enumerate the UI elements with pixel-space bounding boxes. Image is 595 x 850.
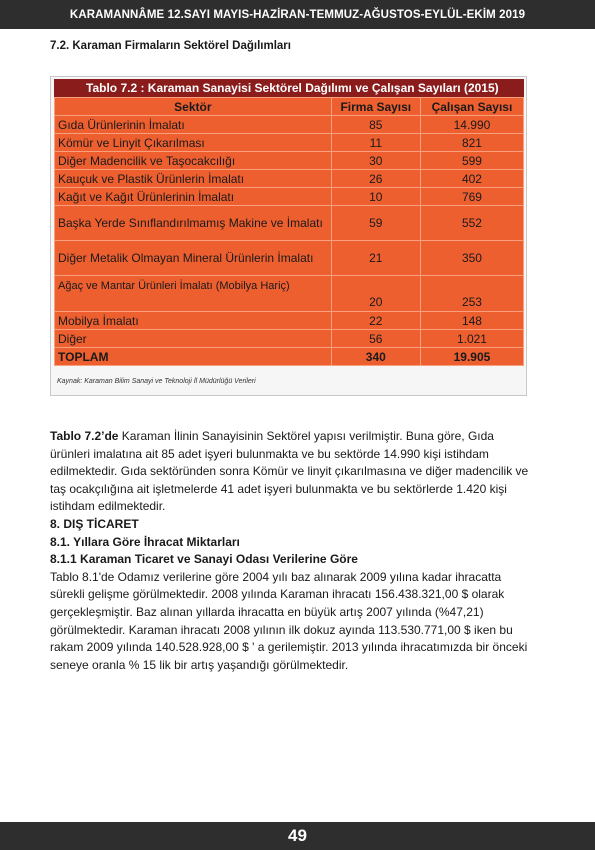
page-number: 49	[288, 826, 307, 845]
cell-employee-count: 350	[420, 241, 523, 276]
cell-firm-count: 11	[331, 134, 420, 152]
page-footer	[0, 822, 595, 850]
cell-firm-count: 85	[331, 116, 420, 134]
cell-sector: Mobilya İmalatı	[55, 312, 332, 330]
cell-sector: Başka Yerde Sınıflandırılmamış Makine ve İmalatı	[55, 206, 332, 241]
table-row	[55, 116, 524, 134]
table-row	[55, 152, 524, 170]
cell-sector: Gıda Ürünlerinin İmalatı	[55, 116, 332, 134]
table-title	[54, 79, 524, 97]
cell-sector: Ağaç ve Mantar Ürünleri İmalatı (Mobilya Hariç)	[55, 276, 332, 312]
table-row	[55, 241, 524, 276]
table-row	[55, 206, 524, 241]
table-row	[55, 312, 524, 330]
cell-firm-count: 10	[331, 188, 420, 206]
table-row	[55, 170, 524, 188]
cell-firm-count: 22	[331, 312, 420, 330]
heading-foreign-trade: 8. DIŞ TİCARET	[50, 516, 139, 531]
cell-employee-count: 402	[420, 170, 523, 188]
cell-sector: Diğer Madencilik ve Taşocakcılığı	[55, 152, 332, 170]
cell-firm-count: 56	[331, 330, 420, 348]
cell-employee-count: 769	[420, 188, 523, 206]
paragraph-table-summary	[50, 428, 534, 516]
cell-sector: Diğer Metalik Olmayan Mineral Ürünlerin İmalatı	[55, 241, 332, 276]
table-row	[55, 188, 524, 206]
table-row	[55, 134, 524, 152]
cell-firm-count: 30	[331, 152, 420, 170]
cell-firm-count: 20	[331, 276, 420, 312]
heading-export-by-year: 8.1. Yıllara Göre İhracat Miktarları	[50, 534, 240, 549]
sector-table	[54, 97, 524, 366]
cell-firm-count: 21	[331, 241, 420, 276]
paragraph-text: Karaman İlinin Sanayisinin Sektörel yapısı verilmiştir. Buna göre, Gıda ürünleri imalatına ait 85 adet işyeri bulunmakta ve bu sektörde 14.990 kişi istihdam edilmektedir. Gıda sektöründen sonra Kömür ve linyit çıkarılmasına ve diğer madencilik ve taş ocakçılığına ait işletmelerde 41 adet işyeri bulunmakta ve bu sektörlerde 1.420 kişi istihdam edilmektedir.	[50, 429, 529, 514]
column-header-sector: Sektör	[55, 98, 332, 116]
cell-employee-count: 1.021	[420, 330, 523, 348]
table-row	[55, 276, 524, 312]
table-total-row	[55, 348, 524, 366]
table-title-text: Tablo 7.2 : Karaman Sanayisi Sektörel Dağılımı ve Çalışan Sayıları (2015)	[86, 81, 499, 95]
table-row	[55, 330, 524, 348]
cell-total-employee-count: 19.905	[420, 348, 523, 366]
body-text	[50, 428, 534, 674]
cell-employee-count: 599	[420, 152, 523, 170]
cell-total-firm-count: 340	[331, 348, 420, 366]
cell-firm-count: 26	[331, 170, 420, 188]
paragraph-export-summary: Tablo 8.1'de Odamız verilerine göre 2004 yılı baz alınarak 2009 yılına kadar ihracatta sürekli gelişme görülmektedir. 2008 yılında Karaman ihracatı 156.438.321,00 $ olarak gerçekleşmiştir. Baz alınan yıllarda ihracatta en büyük artış 2007 yılında (%47,21) görülmektedir. Karaman ihracatı 2008 yılının ilk dokuz ayında 113.530.771,00 $ iken bu rakam 2009 yılında 140.528.928,00 $ ' a gerilemiştir. 2013 yılında ihracatımızda bir önceki seneye oranla % 15 lik bir artış yaşandığı görülmektedir.	[50, 569, 528, 672]
column-header-firm-count: Firma Sayısı	[331, 98, 420, 116]
table-reference: Tablo 7.2’de	[50, 429, 119, 443]
running-header	[0, 0, 595, 29]
cell-total-label: TOPLAM	[55, 348, 332, 366]
header-title: KARAMANNÂME 12.SAYI MAYIS-HAZİRAN-TEMMUZ-AĞUSTOS-EYLÜL-EKİM 2019	[69, 8, 526, 21]
cell-sector: Kömür ve Linyit Çıkarılması	[55, 134, 332, 152]
cell-employee-count: 552	[420, 206, 523, 241]
cell-sector: Kauçuk ve Plastik Ürünlerin İmalatı	[55, 170, 332, 188]
table-source-note: Kaynak: Karaman Bilim Sanayi ve Teknoloji İl Müdürlüğü Verileri	[57, 378, 256, 385]
table-header-row	[55, 98, 524, 116]
column-header-employee-count: Çalışan Sayısı	[420, 98, 523, 116]
cell-employee-count: 148	[420, 312, 523, 330]
table-figure	[50, 76, 527, 396]
cell-sector: Kağıt ve Kağıt Ürünlerinin İmalatı	[55, 188, 332, 206]
cell-employee-count: 821	[420, 134, 523, 152]
heading-chamber-data: 8.1.1 Karaman Ticaret ve Sanayi Odası Verilerine Göre	[50, 552, 358, 567]
cell-employee-count: 253	[420, 276, 523, 312]
section-title: 7.2. Karaman Firmaların Sektörel Dağılımları	[50, 40, 291, 52]
cell-firm-count: 59	[331, 206, 420, 241]
cell-employee-count: 14.990	[420, 116, 523, 134]
cell-sector: Diğer	[55, 330, 332, 348]
